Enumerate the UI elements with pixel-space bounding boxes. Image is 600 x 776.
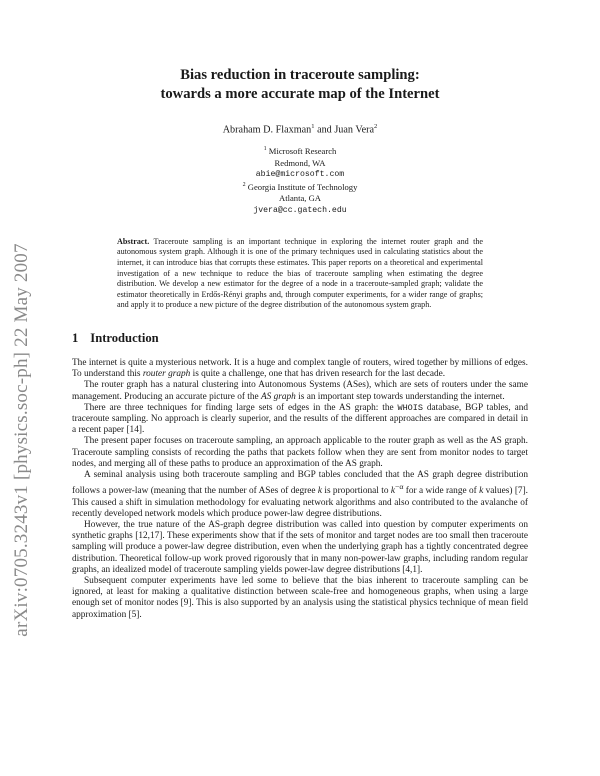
p5-text-d: values) [7]. This caused a shift in simulation methodology for evaluating network algorithms and also contributed to the avalanche of recently developed network models which produce power-law degree distributions. (72, 486, 528, 519)
affiliation-2-label: Georgia Institute of Technology (247, 182, 358, 192)
section-heading (72, 331, 528, 346)
abstract (117, 237, 483, 311)
section-body (72, 358, 528, 621)
p5-text-b: is proportional to (321, 486, 391, 497)
p5-exponent: −α (395, 482, 404, 492)
author-conjunction: and (314, 124, 335, 136)
affiliation-2-place: Atlanta, GA (278, 193, 321, 204)
p1-text-b: is quite a challenge, one that has driven research for the last decade. (190, 369, 446, 380)
arxiv-id-text: arXiv:0705.3243v1 [physics.soc-ph] 22 May 2007 (11, 243, 32, 637)
paragraph-4: The present paper focuses on traceroute sampling, an approach applicable to the router graph as well as the AS graph. Traceroute sampling consists of recording the paths that packets follow when they are sent from monitor nodes to target nodes, and merging all of these paths to produce an approximation of the AS graph. (72, 436, 528, 469)
title-line-2: towards a more accurate map of the Internet (160, 86, 440, 102)
affiliation-1-place: Redmond, WA (274, 157, 326, 168)
arxiv-identifier-stamp (0, 0, 44, 776)
paper-page (72, 0, 528, 621)
section-title: Introduction (90, 331, 159, 346)
p2-text-b: is an important step towards understanding the internet. (295, 391, 505, 402)
paragraph-1 (72, 358, 528, 380)
section-number: 1 (72, 331, 79, 346)
author-1: Abraham D. Flaxman (222, 124, 312, 136)
paragraph-3 (72, 403, 528, 437)
affiliation-1-mark: 1 (263, 146, 267, 153)
affiliation-1-name (72, 144, 528, 157)
author-2-mark: 2 (374, 123, 378, 130)
paragraph-2 (72, 380, 528, 402)
p5-text-c: for a wide range of (403, 486, 480, 497)
paper-title (72, 66, 528, 104)
p3-text-a: There are three techniques for finding large sets of edges in the AS graph: the (84, 402, 398, 413)
affiliation-2-name (72, 180, 528, 193)
affiliation-2-mark: 2 (242, 182, 246, 189)
paragraph-6: However, the true nature of the AS-graph degree distribution was called into question by computer experiments on synthetic graphs [12,17]. These experiments show that if the sets of monitor and target nodes are too small then traceroute sampling will produce a power-law degree distribution, even when the underlying graph has a tightly concentrated degree distribution. Theoretical follow-up work proved rigorously that in many non-power-law graphs, including random regular graphs, an idealized model of traceroute sampling yields power-law degree distributions [4,1]. (72, 519, 528, 575)
paragraph-5 (72, 470, 528, 520)
author-list (72, 123, 528, 135)
title-line-1: Bias reduction in traceroute sampling: (180, 67, 420, 83)
p2-text-a: The router graph has a natural clustering into Autonomous Systems (ASes), which are sets of routers under the same management. Producing an accurate picture of the (72, 380, 528, 402)
p3-text-b: database, BGP tables, and traceroute sampling. No approach is clearly superior, and the results of the different approaches are compared in detail in a recent paper [14]. (72, 402, 528, 436)
p5-k-power: k (390, 486, 395, 497)
affiliations (72, 144, 528, 216)
affiliation-1-label: Microsoft Research (268, 146, 337, 157)
affiliation-2-email[interactable]: jvera@cc.gatech.edu (253, 205, 347, 215)
p1-text-a: The internet is quite a mysterious network. It is a huge and complex tangle of routers, wired together by millions of edges. To understand this (72, 358, 528, 380)
abstract-text: Traceroute sampling is an important technique in exploring the internet router graph and the autonomous system graph. Although it is one of the primary techniques used in calculating statistics about the internet, it can introduce bias that corrupts these estimates. This paper reports on a theoretical and experimental investigation of a new technique to reduce the bias of traceroute sampling when estimating the degree distribution. We develop a new estimator for the degree of a node in a traceroute-sampled graph; validate the estimator theoretically in Erdős-Rényi graphs and, through computer experiments, for a wider range of graphs; and apply it to produce a new picture of the degree distribution of the autonomous system graph. (117, 236, 483, 310)
p5-k-1: k (317, 486, 322, 497)
paragraph-7: Subsequent computer experiments have led some to believe that the bias inherent to traceroute sampling can be ignored, at least for making a qualitative distinction between scale-free and homogeneous graphs, when using a large enough set of monitor nodes [9]. This is also supported by an analysis using the statistical physics technique of mean field approximation [5]. (72, 576, 528, 620)
affiliation-1-email[interactable]: abie@microsoft.com (255, 169, 345, 179)
abstract-label: Abstract. (117, 236, 150, 246)
author-2: Juan Vera (334, 124, 375, 136)
p2-emphasis: AS graph (260, 391, 296, 402)
author-1-mark: 1 (311, 123, 315, 130)
p5-text-a: A seminal analysis using both traceroute sampling and BGP tables concluded that the AS graph degree distribution follows a power-law (meaning that the number of ASes of degree (72, 470, 528, 497)
p5-k-2: k (479, 486, 484, 497)
p3-whois: WHOIS (397, 402, 423, 413)
p1-emphasis: router graph (142, 369, 191, 380)
